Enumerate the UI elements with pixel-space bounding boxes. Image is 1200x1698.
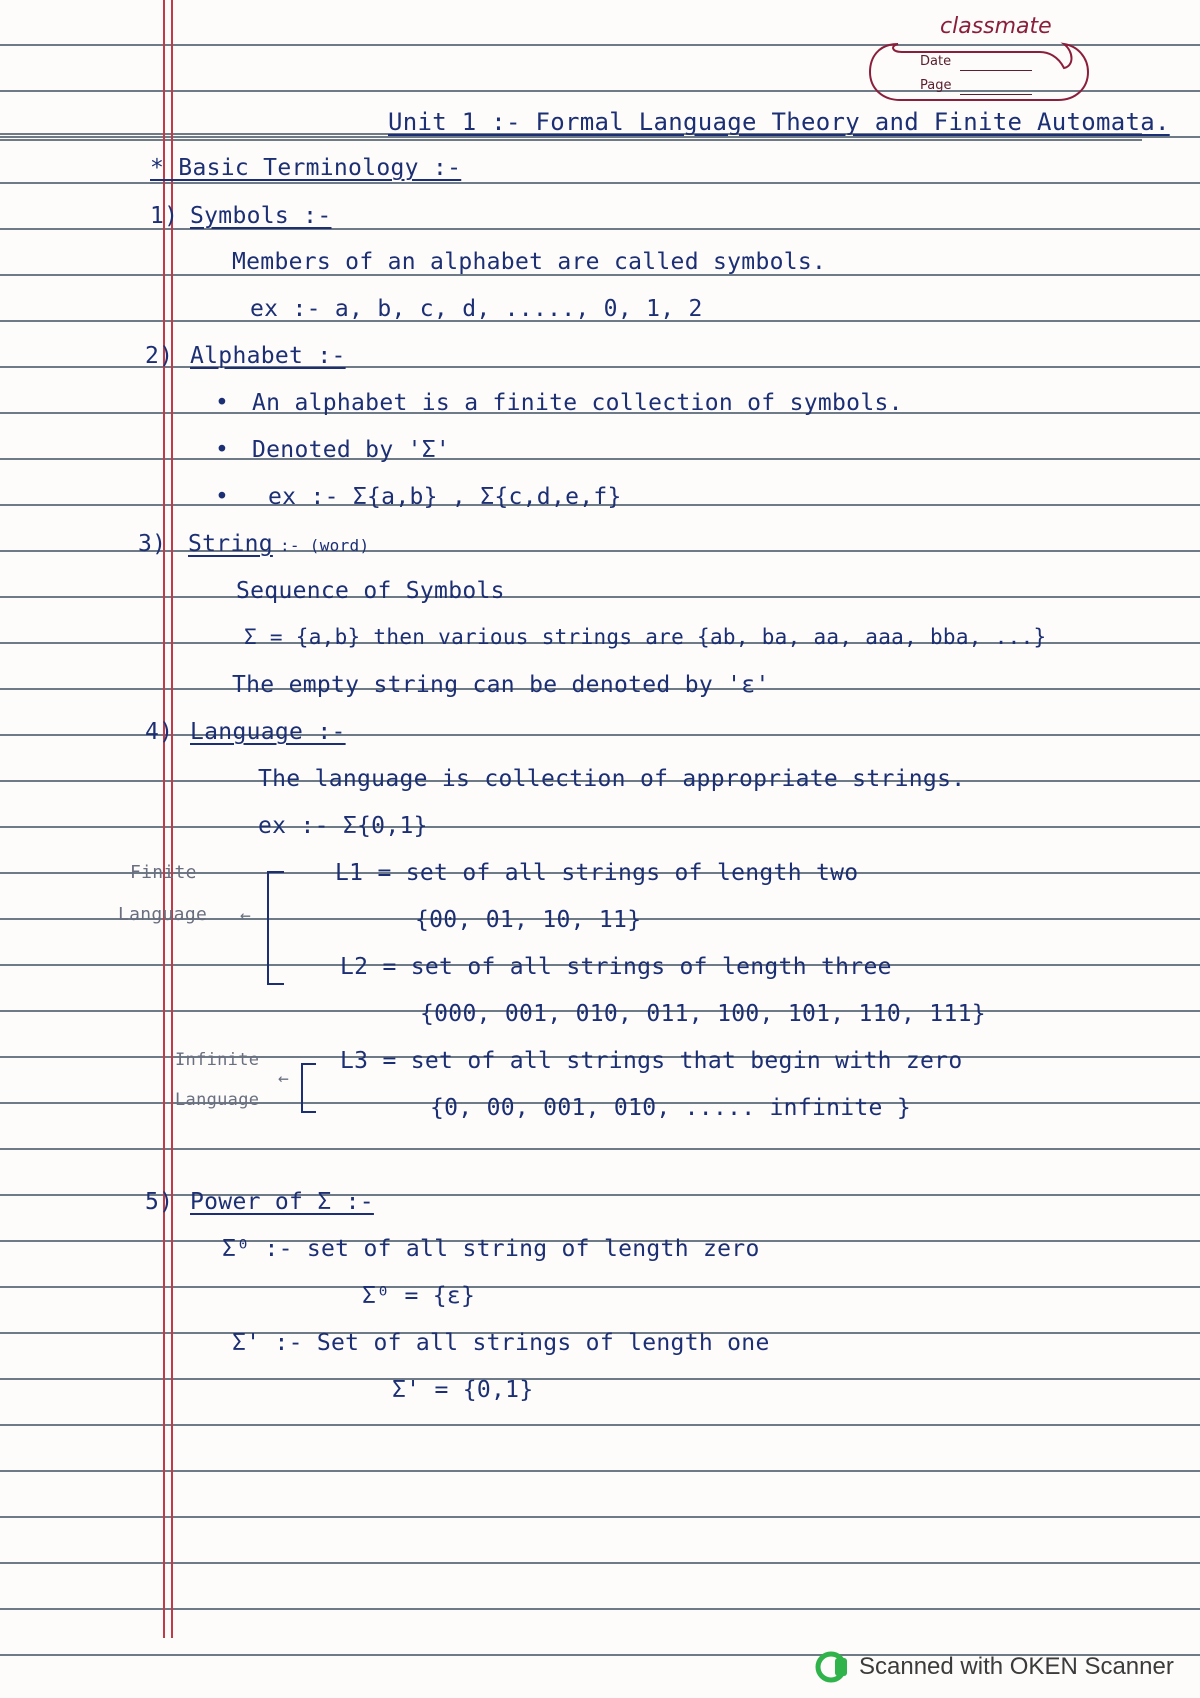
page-label: Page <box>920 78 952 93</box>
section-title-string: String <box>188 531 273 557</box>
section-number: 4) <box>145 719 174 745</box>
scanner-text: Scanned with OKEN Scanner <box>859 1653 1174 1680</box>
date-page-box <box>868 38 1090 106</box>
margin-line <box>163 0 165 1638</box>
section-title-power: Power of Σ :- <box>190 1189 374 1215</box>
page-line <box>960 94 1032 95</box>
section-number: 2) <box>145 343 174 369</box>
language-example: ex :- Σ{0,1} <box>258 813 428 839</box>
arrow-left-icon: ← <box>240 905 252 926</box>
section-number: 5) <box>145 1189 174 1215</box>
language-definition: The language is collection of appropriate strings. <box>258 766 966 792</box>
finite-language-label: Finite <box>130 862 197 883</box>
section-number: 1) <box>150 203 179 229</box>
symbols-definition: Members of an alphabet are called symbols. <box>232 249 827 275</box>
date-box-frame-icon <box>868 38 1090 106</box>
language-l3: L3 = set of all strings that begin with zero <box>340 1048 963 1074</box>
scanner-watermark <box>815 1650 1174 1684</box>
language-l3-set: {0, 00, 001, 010, ..... infinite } <box>430 1095 912 1121</box>
bullet-icon: • <box>215 390 230 416</box>
alphabet-notation: Denoted by 'Σ' <box>252 437 451 463</box>
empty-string-note: The empty string can be denoted by 'ε' <box>232 672 770 698</box>
arrow-left-icon: ← <box>278 1068 290 1089</box>
section-title-symbols: Symbols :- <box>190 203 332 229</box>
page-title: Unit 1 :- Formal Language Theory and Finite Automata. <box>388 108 1170 136</box>
bullet-icon: • <box>215 484 230 510</box>
date-label: Date <box>920 54 952 69</box>
power-one-equation: Σ' = {0,1} <box>392 1377 534 1403</box>
language-l2-set: {000, 001, 010, 011, 100, 101, 110, 111} <box>420 1001 986 1027</box>
bracket-icon <box>262 868 286 988</box>
string-example: Σ = {a,b} then various strings are {ab, ba, aa, aaa, bba, ...} <box>244 625 1047 649</box>
power-one-definition: Σ' :- Set of all strings of length one <box>232 1330 770 1356</box>
symbols-example: ex :- a, b, c, d, ....., 0, 1, 2 <box>250 296 703 322</box>
power-zero-definition: Σ⁰ :- set of all string of length zero <box>222 1236 760 1262</box>
power-zero-equation: Σ⁰ = {ε} <box>362 1283 476 1309</box>
section-number: 3) <box>138 531 167 557</box>
date-line <box>960 70 1032 71</box>
alphabet-example: ex :- Σ{a,b} , Σ{c,d,e,f} <box>268 484 622 510</box>
infinite-language-label: Infinite <box>175 1050 260 1070</box>
notebook-brand: classmate <box>940 14 1052 39</box>
section-title-alphabet: Alphabet :- <box>190 343 346 369</box>
infinite-language-label: Language <box>175 1090 260 1110</box>
oken-scanner-logo-icon <box>815 1650 849 1684</box>
language-l1: L1 = set of all strings of length two <box>335 860 859 886</box>
language-l1-set: {00, 01, 10, 11} <box>415 907 642 933</box>
margin-line <box>171 0 173 1638</box>
finite-language-label: Language <box>118 904 208 925</box>
section-heading: * Basic Terminology :- <box>150 155 462 181</box>
bullet-icon: • <box>215 437 230 463</box>
alphabet-definition: An alphabet is a finite collection of symbols. <box>252 390 903 416</box>
language-l2: L2 = set of all strings of length three <box>340 954 892 980</box>
bracket-icon <box>298 1060 318 1116</box>
section-title-language: Language :- <box>190 719 346 745</box>
string-note: :- (word) <box>280 536 370 555</box>
string-definition: Sequence of Symbols <box>236 578 505 604</box>
